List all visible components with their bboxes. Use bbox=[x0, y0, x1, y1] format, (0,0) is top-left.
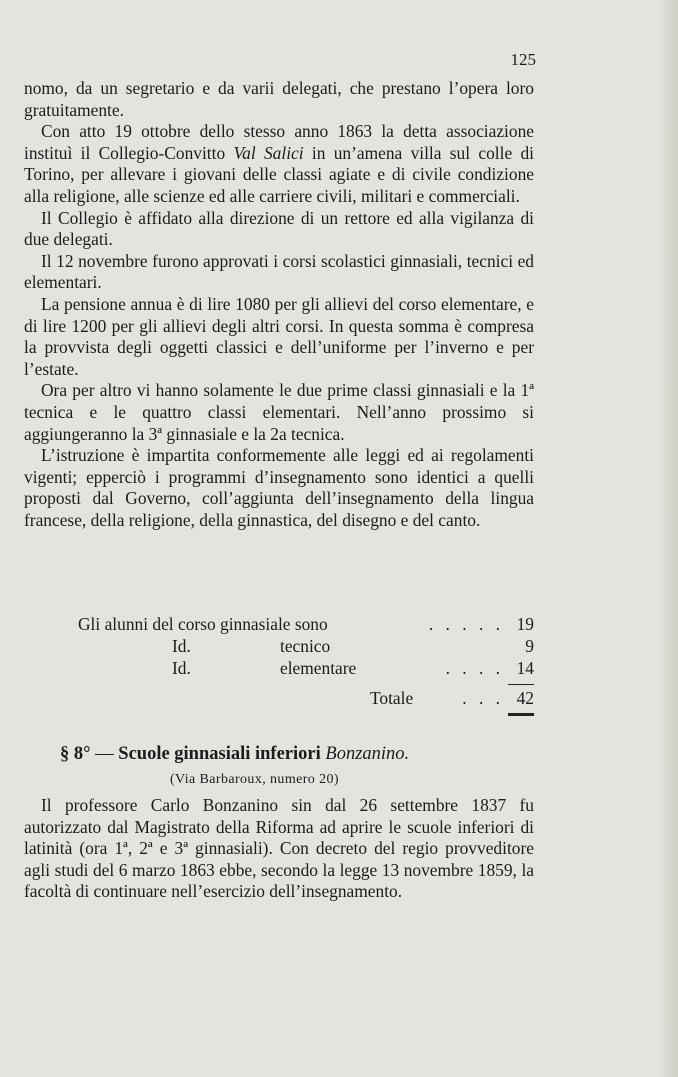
stat-label: Gli alunni del corso ginnasiale sono bbox=[78, 614, 328, 634]
paragraph-part: in un’amena villa sul colle di Torino, per allevare i giovani delle classi agiate e di civile condizione alla religione, alle scienze ed alle carriere civili, militari e commerciali. bbox=[24, 142, 534, 206]
collegio-name: Val Salici bbox=[233, 142, 304, 163]
paragraph: Il Collegio è affidato alla direzione di un rettore ed alla vigilanza di due delegati. bbox=[24, 207, 534, 250]
stat-row-ginnasiale bbox=[24, 614, 534, 636]
stat-sublabel: tecnico bbox=[280, 636, 331, 656]
stat-row-tecnico bbox=[24, 636, 534, 658]
sum-rule bbox=[508, 684, 534, 685]
page-number: 125 bbox=[510, 50, 536, 69]
leader-dots: . . . . bbox=[445, 658, 504, 678]
stat-label: Id. bbox=[172, 636, 191, 656]
stat-sublabel: elementare bbox=[280, 658, 357, 678]
paragraph: La pensione annua è di lire 1080 per gli allievi del corso elementare, e di lire 1200 per gli allievi degli altri corsi. In questa somma è compresa la provvista degli oggetti classici e dell’uniforme per l’inverno e per l’estate. bbox=[24, 293, 534, 379]
leader-dots: . . . bbox=[462, 688, 504, 708]
body-text bbox=[24, 78, 534, 531]
paragraph-part: Con atto 19 ottobre dello stesso anno 1863 la detta associazione instituì il Collegio-Convitto bbox=[24, 121, 534, 163]
total-value: 42 bbox=[516, 688, 534, 708]
leader-dots: . . . . . bbox=[428, 614, 504, 634]
stat-value: 19 bbox=[516, 614, 534, 634]
stat-value: 9 bbox=[525, 636, 534, 656]
stat-value: 14 bbox=[516, 658, 534, 678]
paragraph: Il 12 novembre furono approvati i corsi scolastici ginnasiali, tecnici ed elementari. bbox=[24, 250, 534, 293]
paragraph: Il professore Carlo Bonzanino sin dal 26 settembre 1837 fu autorizzato dal Magistrato della Riforma ad aprire le scuole inferiori di latinità (ora 1ª, 2ª e 3ª ginnasiali). Con decreto del regio provveditore agli studi del 6 marzo 1863 ebbe, secondo la legge 13 novembre 1859, la facoltà di continuare nell’esercizio dell’insegnamento. bbox=[24, 795, 534, 902]
total-rule bbox=[508, 713, 534, 716]
section-dash: — bbox=[95, 744, 114, 764]
stat-row-elementare bbox=[24, 658, 534, 680]
paragraph: L’istruzione è impartita conformemente alle leggi ed ai regolamenti vigenti; epperciò i programmi d’insegnamento sono identici a quelli proposti dal Governo, coll’aggiunta dell’insegnamento della lingua francese, della religione, della ginnastica, del disegno e del canto. bbox=[24, 445, 534, 530]
student-stats bbox=[24, 614, 534, 710]
paragraph-collegio bbox=[24, 121, 534, 207]
paragraph: Ora per altro vi hanno solamente le due prime classi ginnasiali e la 1ª tecnica e le quattro classi elementari. Nell’anno prossimo si aggiungeranno la 3ª ginnasiale e la 2a tecnica. bbox=[24, 380, 534, 444]
total-label: Totale bbox=[370, 688, 414, 708]
section-school-name: Bonzanino. bbox=[325, 744, 410, 764]
section-heading bbox=[60, 744, 500, 765]
section-symbol: § 8° bbox=[60, 744, 91, 764]
stat-label: Id. bbox=[172, 658, 191, 678]
page-edge bbox=[658, 0, 678, 1077]
section-address: (Via Barbaroux, numero 20) bbox=[170, 772, 339, 787]
section-title: Scuole ginnasiali inferiori bbox=[118, 744, 321, 764]
stat-row-total bbox=[24, 688, 534, 710]
paragraph: nomo, da un segretario e da varii delegati, che prestano l’opera loro gratuitamente. bbox=[24, 78, 534, 120]
section-body bbox=[24, 795, 534, 903]
